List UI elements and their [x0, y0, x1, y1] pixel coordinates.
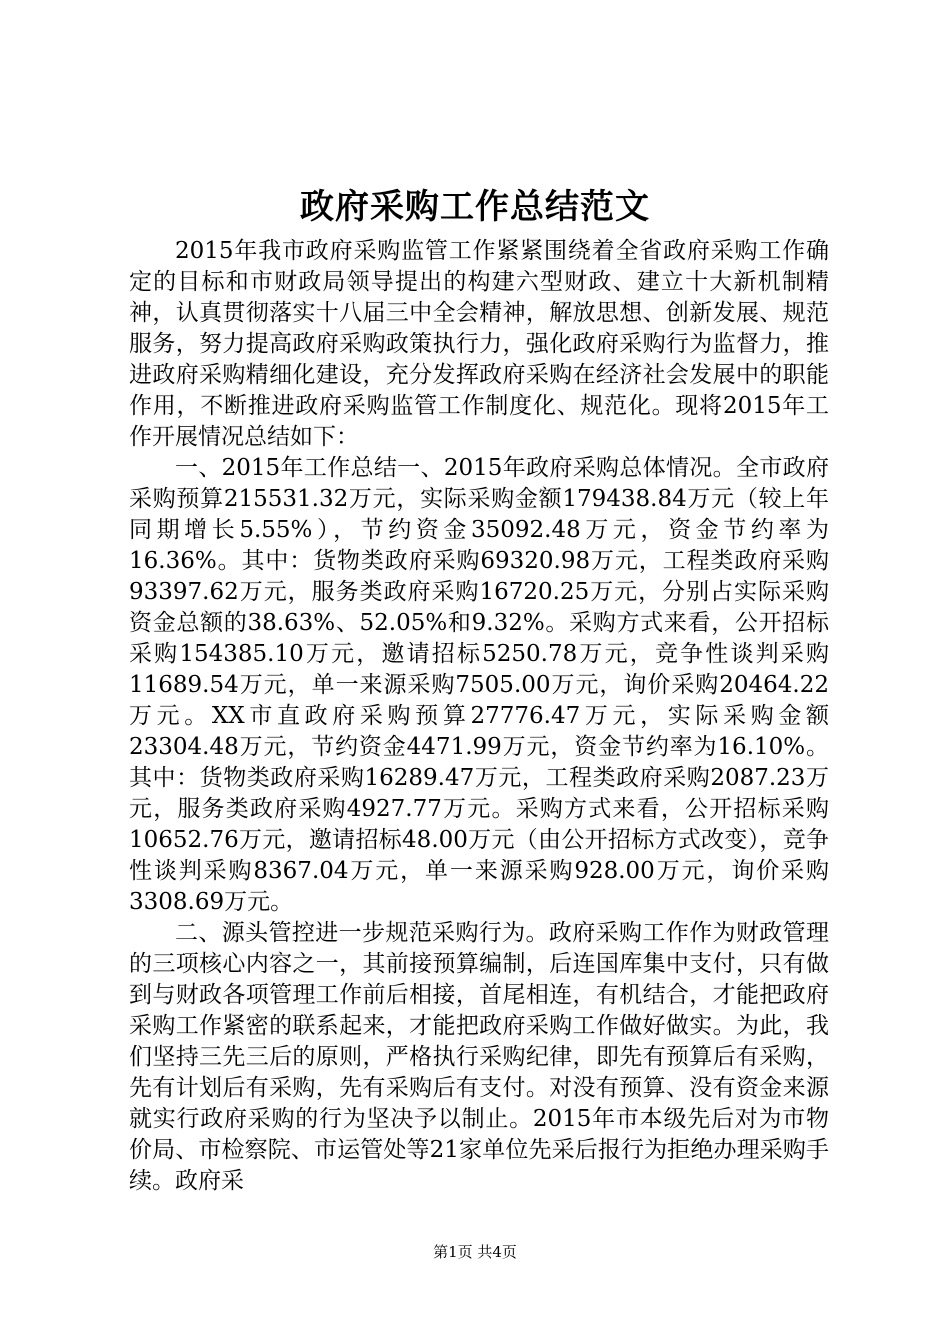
- paragraph-summary: 一、2015年工作总结一、2015年政府采购总体情况。全市政府采购预算215531.32万元，实际采购金额179438.84万元（较上年同期增长5.55%），节约资金35092.48万元，资金节约率为16.36%。其中：货物类政府采购69320.98万元，工程类政府采购93397.62万元，服务类政府采购16720.25万元，分别占实际采购资金总额的38.63%、52.05%和9.32%。采购方式来看，公开招标采购154385.10万元，邀请招标5250.78万元，竞争性谈判采购11689.54万元，单一来源采购7505.00万元，询价采购20464.22万元。XX市直政府采购预算27776.47万元，实际采购金额23304.48万元，节约资金4471.99万元，资金节约率为16.10%。其中：货物类政府采购16289.47万元，工程类政府采购2087.23万元，服务类政府采购4927.77万元。采购方式来看，公开招标采购10652.76万元，邀请招标48.00万元（由公开招标方式改变），竞争性谈判采购8367.04万元，单一来源采购928.00万元，询价采购3308.69万元。: [129, 455, 829, 915]
- page-footer: 第1页 共4页: [433, 1243, 517, 1261]
- document-title: 政府采购工作总结范文: [300, 187, 650, 227]
- paragraph-intro: 2015年我市政府采购监管工作紧紧围绕着全省政府采购工作确定的目标和市财政局领导提出的构建六型财政、建立十大新机制精神，认真贯彻落实十八届三中全会精神，解放思想、创新发展、规范服务，努力提高政府采购政策执行力，强化政府采购行为监督力，推进政府采购精细化建设，充分发挥政府采购在经济社会发展中的职能作用，不断推进政府采购监管工作制度化、规范化。现将2015年工作开展情况总结如下：: [129, 238, 829, 450]
- paragraph-source-control: 二、源头管控进一步规范采购行为。政府采购工作作为财政管理的三项核心内容之一，其前接预算编制，后连国库集中支付，只有做到与财政各项管理工作前后相接，首尾相连，有机结合，才能把政府采购工作紧密的联系起来，才能把政府采购工作做好做实。为此，我们坚持三先三后的原则，严格执行采购纪律，即先有预算后有采购，先有计划后有采购，先有采购后有支付。对没有预算、没有资金来源就实行政府采购的行为坚决予以制止。2015年市本级先后对为市物价局、市检察院、市运管处等21家单位先采后报行为拒绝办理采购手续。政府采: [129, 920, 829, 1194]
- document-body: [129, 236, 829, 1197]
